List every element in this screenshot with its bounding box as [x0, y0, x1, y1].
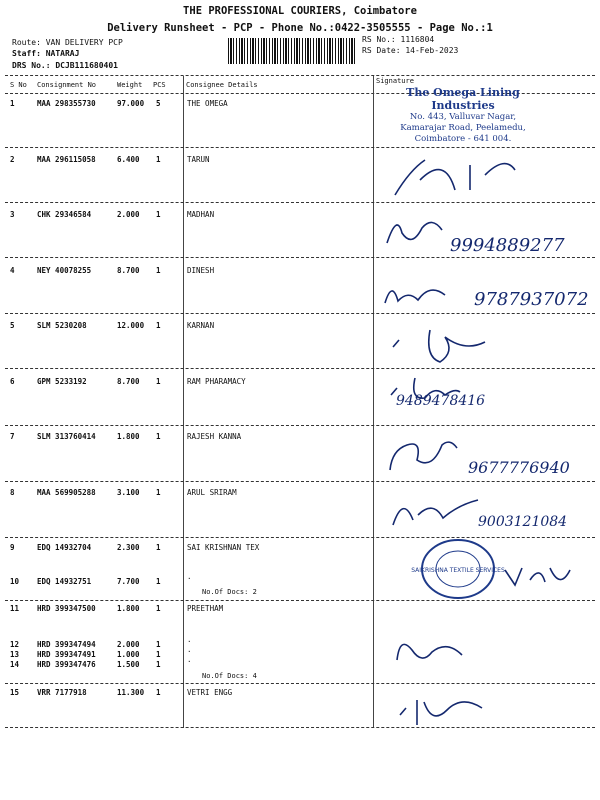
- row-separator: [5, 481, 595, 482]
- column-divider-consignee: [183, 76, 184, 728]
- row-consignment: VRR 7177918: [37, 688, 87, 697]
- phone-handwritten: 9003121084: [478, 514, 568, 530]
- round-seal: [411, 538, 505, 600]
- row-sno: 8: [10, 488, 15, 497]
- row-sno: 15: [10, 688, 20, 697]
- row-pcs: 1: [156, 577, 161, 586]
- row-weight: 1.500: [117, 660, 140, 669]
- row-consignment: HRD 399347494: [37, 640, 96, 649]
- row-separator: [5, 537, 595, 538]
- row-consignment: SLM 5230208: [37, 321, 87, 330]
- row-consignment: EDQ 14932751: [37, 577, 92, 586]
- row-weight: 2.000: [117, 210, 140, 219]
- runsheet-subtitle: Delivery Runsheet - PCP - Phone No.:0422-3505555 - Page No.:1: [107, 22, 493, 34]
- row-pcs: 1: [156, 377, 161, 386]
- row-weight: 7.700: [117, 577, 140, 586]
- stamp-company-name: The Omega Lining Industries: [406, 86, 520, 112]
- rs-number: RS No.: 1116804: [362, 35, 435, 44]
- route-label: Route: VAN DELIVERY PCP: [12, 38, 123, 47]
- row-sno: 5: [10, 321, 15, 330]
- row-sno: 13: [10, 650, 20, 659]
- row-consignee: ARUL SRIRAM: [187, 488, 237, 497]
- row-pcs: 1: [156, 650, 161, 659]
- row-weight: 6.400: [117, 155, 140, 164]
- phone-handwritten: 9994889277: [450, 235, 565, 256]
- rs-date: RS Date: 14-Feb-2023: [362, 46, 459, 55]
- row-pcs: 1: [156, 604, 161, 613]
- seal-text: SAIKRISHNA TEXTILE SERVICES: [411, 567, 505, 574]
- row-pcs: 1: [156, 640, 161, 649]
- phone-handwritten: 9787937072: [474, 289, 589, 310]
- row-consignee: DINESH: [187, 266, 215, 275]
- row-separator: [5, 683, 595, 684]
- row-consignment: MAA 298355730: [37, 99, 96, 108]
- row-sno: 10: [10, 577, 20, 586]
- row-separator: [5, 425, 595, 426]
- row-weight: 1.000: [117, 650, 140, 659]
- row-bullet: ·: [187, 637, 192, 646]
- row-weight: 97.000: [117, 99, 145, 108]
- row-consignment: SLM 313760414: [37, 432, 96, 441]
- row-weight: 3.100: [117, 488, 140, 497]
- row-pcs: 1: [156, 543, 161, 552]
- signature-row3: [382, 208, 452, 253]
- row-pcs: 1: [156, 210, 161, 219]
- row-pcs: 1: [156, 321, 161, 330]
- col-signature: Signature: [376, 77, 414, 85]
- col-weight: Weight: [117, 81, 143, 89]
- row-consignee: SAI KRISHNAN TEX: [187, 543, 260, 552]
- company-stamp: [373, 86, 553, 145]
- row-pcs: 1: [156, 660, 161, 669]
- row-sno: 4: [10, 266, 15, 275]
- row-sno: 9: [10, 543, 15, 552]
- row-consignment: HRD 399347491: [37, 650, 96, 659]
- row-sno: 14: [10, 660, 20, 669]
- signature-row9: [500, 560, 580, 590]
- row-separator: [5, 313, 595, 314]
- phone-handwritten: 9677776940: [468, 458, 570, 477]
- docs-count-note: No.Of Docs: 2: [202, 588, 257, 596]
- signature-row7: [382, 430, 462, 480]
- row-pcs: 1: [156, 432, 161, 441]
- row-pcs: 5: [156, 99, 161, 108]
- signature-row2: [385, 150, 525, 205]
- table-top-rule: [5, 75, 595, 76]
- row-sno: 1: [10, 99, 15, 108]
- col-pcs: PCS: [153, 81, 166, 89]
- row-sno: 6: [10, 377, 15, 386]
- row-weight: 11.300: [117, 688, 145, 697]
- col-consignee: Consignee Details: [186, 81, 258, 89]
- row-consignee: RAJESH KANNA: [187, 432, 242, 441]
- signature-row8: [388, 490, 488, 530]
- signature-row15: [392, 690, 492, 730]
- row-consignment: NEY 40078255: [37, 266, 92, 275]
- col-sno: S No: [10, 81, 27, 89]
- stamp-address-line3: Coimbatore - 641 004.: [414, 134, 512, 144]
- stamp-address-line2: Kamarajar Road, Peelamedu,: [400, 123, 526, 133]
- col-consignment: Consignment No: [37, 81, 97, 89]
- row-pcs: 1: [156, 688, 161, 697]
- row-consignment: HRD 399347476: [37, 660, 96, 669]
- staff-label: Staff: NATARAJ: [12, 49, 80, 58]
- row-weight: 8.700: [117, 266, 140, 275]
- row-weight: 2.000: [117, 640, 140, 649]
- phone-handwritten: 9489478416: [396, 393, 486, 409]
- row-sno: 7: [10, 432, 15, 441]
- docs-count-note: No.Of Docs: 4: [202, 672, 257, 680]
- row-consignment: EDQ 14932704: [37, 543, 92, 552]
- row-weight: 1.800: [117, 432, 140, 441]
- row-pcs: 1: [156, 266, 161, 275]
- row-bullet: ·: [187, 647, 192, 656]
- company-title: THE PROFESSIONAL COURIERS, Coimbatore: [183, 5, 417, 17]
- row-consignment: MAA 569905288: [37, 488, 96, 497]
- row-weight: 2.300: [117, 543, 140, 552]
- row-weight: 1.800: [117, 604, 140, 613]
- signature-row4: [380, 275, 455, 310]
- row-sno: 2: [10, 155, 15, 164]
- row-consignment: GPM 5233192: [37, 377, 87, 386]
- signature-row5: [385, 322, 495, 367]
- row-consignee: RAM PHARAMACY: [187, 377, 246, 386]
- drs-number: DRS No.: DCJB111680401: [12, 61, 118, 70]
- row-consignee: KARNAN: [187, 321, 215, 330]
- row-consignee: PREETHAM: [187, 604, 224, 613]
- signature-row11: [392, 630, 472, 670]
- row-consignee: THE OMEGA: [187, 99, 228, 108]
- barcode: [228, 38, 356, 64]
- row-consignee: TARUN: [187, 155, 210, 164]
- stamp-address-line1: No. 443, Valluvar Nagar,: [409, 112, 517, 122]
- row-weight: 8.700: [117, 377, 140, 386]
- row-separator: [5, 147, 595, 148]
- row-bullet: ·: [187, 657, 192, 666]
- row-separator: [5, 368, 595, 369]
- row-consignment: CHK 29346584: [37, 210, 92, 219]
- row-separator: [5, 727, 595, 728]
- row-sno: 12: [10, 640, 20, 649]
- row-consignment: HRD 399347500: [37, 604, 96, 613]
- row-pcs: 1: [156, 488, 161, 497]
- row-consignee: MADHAN: [187, 210, 215, 219]
- row-separator: [5, 257, 595, 258]
- row-bullet: ·: [187, 574, 192, 583]
- column-divider-signature: [373, 76, 374, 728]
- row-weight: 12.000: [117, 321, 145, 330]
- row-consignment: MAA 296115058: [37, 155, 96, 164]
- row-pcs: 1: [156, 155, 161, 164]
- row-sno: 3: [10, 210, 15, 219]
- row-sno: 11: [10, 604, 20, 613]
- row-separator: [5, 600, 595, 601]
- row-consignee: VETRI ENGG: [187, 688, 233, 697]
